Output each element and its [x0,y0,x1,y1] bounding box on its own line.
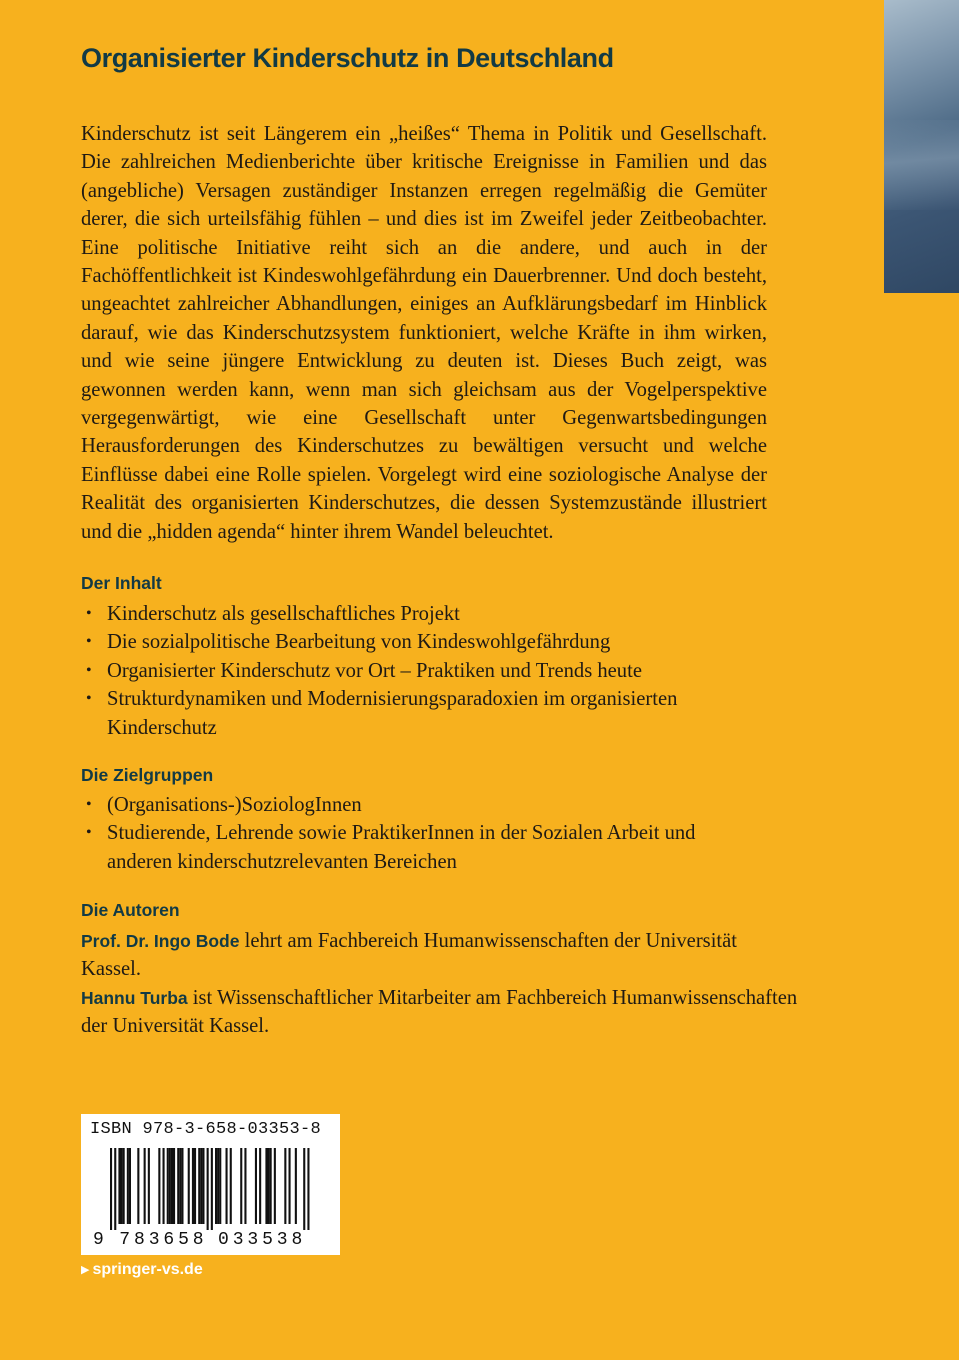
ean-digit: 3 [276,1230,288,1250]
barcode-bar [230,1148,232,1224]
authors-heading: Die Autoren [81,900,180,920]
barcode-bar [163,1148,165,1224]
isbn-barcode [81,1114,340,1255]
ean-digit: 8 [192,1230,204,1250]
barcode-bar [259,1148,261,1224]
barcode-bar [289,1148,291,1224]
content-list [81,600,781,742]
barcode-bar [177,1148,179,1224]
list-item: • Kinderschutz als gesellschaftliches Projekt [81,600,781,628]
barcode-bar [144,1148,146,1224]
barcode-bar [240,1148,242,1224]
play-arrow-icon: ▶ [81,1264,90,1276]
list-item: • (Organisations-)SoziologInnen [81,791,781,819]
barcode-bar [194,1148,196,1224]
barcode-bar [265,1148,267,1224]
bullet-icon: • [86,690,92,708]
barcode-bar [123,1148,125,1224]
ean-digit: 3 [148,1230,160,1250]
barcode-bar [158,1148,160,1224]
ean-digit: 0 [218,1230,229,1250]
author-description: ist Wissenschaftlicher Mitarbeiter am Fachbereich Humanwissenschaften der Universität Kassel. [81,986,798,1038]
ean-digit: 5 [262,1230,273,1250]
ean-digit: 7 [119,1230,131,1250]
barcode-bar [217,1148,219,1224]
audience-heading: Die Zielgruppen [81,765,214,785]
barcode-bar [198,1148,200,1224]
barcode-bar [121,1148,123,1224]
ean-digits [81,1230,340,1252]
barcode-bar [255,1148,257,1224]
barcode-bar [202,1148,204,1224]
author-description: lehrt am Fachbereich Humanwissenschaften der Universität Kassel. [81,930,738,981]
barcode-bar [137,1148,139,1224]
barcode-bar [110,1148,112,1230]
list-item: • Die sozialpolitische Bearbeitung von Kindeswohlgefährdung [81,628,781,656]
ean-digit: 3 [232,1230,244,1250]
barcode-bar [114,1148,116,1230]
bullet-icon: • [86,796,92,813]
barcode-bar [295,1148,297,1224]
barcode-bar [244,1148,246,1224]
barcode-bar [284,1148,286,1224]
barcode-bars [110,1148,310,1230]
barcode-bar [179,1148,181,1224]
ean-digit: 5 [178,1230,189,1250]
barcode-bar [127,1148,129,1224]
barcode-bar [226,1148,228,1224]
author-name: Prof. Dr. Ingo Bode [81,931,240,951]
corner-band-sheen [884,120,959,210]
ean-digit: 8 [291,1230,303,1250]
ean-digit: 3 [247,1230,259,1250]
list-item: • Strukturdynamiken und Modernisierungsparadoxien im organisierten Kinderschutz [81,685,767,742]
barcode-bar [192,1148,194,1224]
bullet-icon: • [86,605,92,622]
isbn-text: ISBN 978-3-658-03353-8 [90,1120,322,1139]
barcode-bar [211,1148,213,1230]
cover-corner-band [884,0,959,293]
author-name: Hannu Turba [81,987,188,1008]
barcode-bar [268,1148,270,1224]
barcode-bar [188,1148,190,1224]
barcode-bar [148,1148,150,1224]
ean-digit: 8 [134,1230,145,1250]
barcode-bar [219,1148,221,1224]
list-item: • Studierende, Lehrende sowie PraktikerInnen in der Sozialen Arbeit und anderen kinderschutzrelevanten Bereichen [81,819,717,876]
ean-digit: 9 [93,1230,104,1250]
book-title: Organisierter Kinderschutz in Deutschland [81,43,614,73]
barcode-bar [169,1148,171,1224]
barcode-bar [171,1148,173,1224]
barcode-bar [200,1148,202,1224]
list-item: • Organisierter Kinderschutz vor Ort – Praktiken und Trends heute [81,657,781,685]
barcode-bar [118,1148,120,1224]
barcode-bar [270,1148,272,1224]
authors-block [81,927,801,1041]
barcode-bar [173,1148,175,1224]
barcode-bar [129,1148,131,1224]
barcode-bar [274,1148,276,1224]
audience-list [81,791,781,876]
barcode-bar [215,1148,217,1224]
author-entry [81,927,801,984]
bullet-icon: • [86,661,92,679]
barcode-bar [181,1148,183,1224]
book-blurb: Kinderschutz ist seit Längerem ein „heißes“ Thema in Politik und Gesellschaft. Die zahlreichen Medienberichte über kritische Ereignisse in Familien und das (angebliche) Versagen zuständiger Instanzen erregen regelmäßig die Gemüter derer, die sich urteilsfähig fühlen – und dies ist im Zweifel jeder Zeitbeobachter. Eine politische Initiative reiht sich an die andere, und auch in der Fachöffentlichkeit ist Kindeswohlgefährdung ein Dauerbrenner. Und doch besteht, ungeachtet zahlreicher Abhandlungen, einiges an Aufklärungsbedarf im Hinblick darauf, wie das Kinderschutzsystem funktioniert, welche Kräfte in ihm wirken, und wie seine jüngere Entwicklung zu deuten ist. Dieses Buch zeigt, was gewonnen werden kann, wenn man sich gleichsam aus der Vogelperspektive vergegenwärtigt, wie eine Gesellschaft unter Gegenwartsbedingungen Herausforderungen des Kinderschutzes zu bewältigen versucht und welche Einflüsse dabei eine Rolle spielen. Vorgelegt wird eine soziologische Analyse der Realität des organisierten Kinderschutzes, die dessen Systemzustände illustriert und die „hidden agenda“ hinter ihrem Wandel beleuchtet. [81,123,767,543]
content-heading: Der Inhalt [81,573,162,593]
bullet-icon: • [86,633,92,651]
ean-digit: 6 [163,1230,175,1250]
barcode-bar [307,1148,309,1230]
bullet-icon: • [86,824,92,842]
publisher-link[interactable]: ▶ springer-vs.de [81,1261,203,1278]
barcode-bar [303,1148,305,1230]
barcode-bar [207,1148,209,1230]
barcode-bar [167,1148,169,1224]
author-entry [81,984,801,1041]
